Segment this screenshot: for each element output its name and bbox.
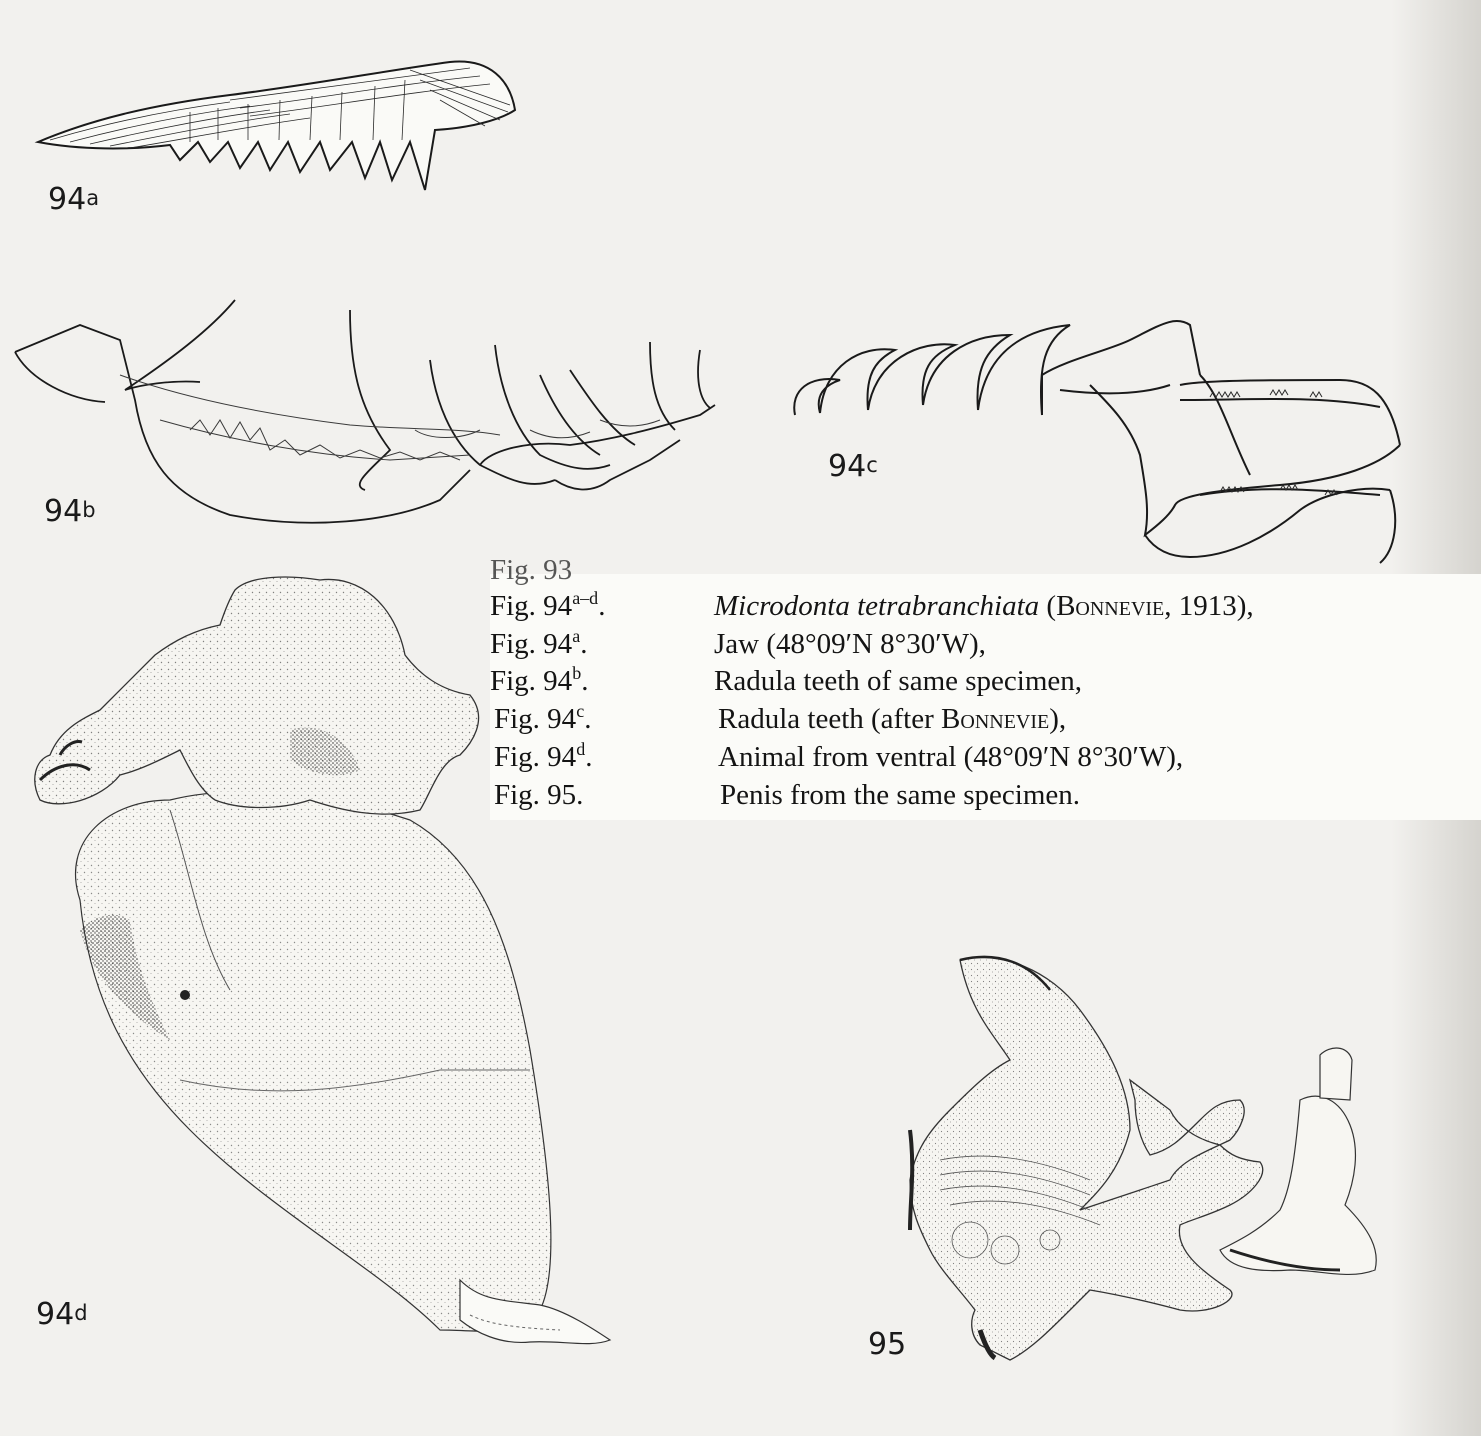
label-94c (828, 449, 878, 484)
radula-bonnevie-drawing (780, 295, 1420, 570)
caption-cutoff-fragment: Fig. 93 (490, 554, 573, 586)
label-94d-letter: d (74, 1301, 88, 1325)
jaw-drawing (30, 50, 520, 200)
figure-caption-panel (490, 554, 1481, 820)
figure-94b-radula (10, 290, 730, 540)
caption-fig-ref: Fig. 94$^d$. (494, 739, 593, 773)
caption-description: Radula teeth of same specimen, (714, 665, 1083, 697)
label-95 (868, 1327, 907, 1362)
label-94a-letter: a (86, 186, 100, 210)
caption-description: Radula teeth (after Bonnevie), (718, 703, 1067, 735)
figure-94a-jaw (30, 50, 520, 200)
penis-drawing (880, 950, 1400, 1400)
label-94b-letter: b (82, 498, 96, 522)
caption-fig-ref: Fig. 95. (494, 779, 584, 811)
label-94d-number: 94 (36, 1297, 75, 1332)
caption-description: Animal from ventral (48°09′N 8°30′W), (718, 741, 1184, 773)
caption-species-name: Microdonta tetrabranchiata (Bonnevie, 1913), (714, 590, 1254, 622)
label-94a-number: 94 (48, 182, 87, 217)
caption-fig-ref: Fig. 94$^b$. (490, 663, 589, 697)
caption-description: Jaw (48°09′N 8°30′W), (714, 628, 986, 660)
label-94c-number: 94 (828, 449, 867, 484)
label-94d (36, 1297, 88, 1332)
label-94c-letter: c (866, 453, 878, 477)
caption-description: Penis from the same specimen. (720, 779, 1080, 811)
label-94b (44, 494, 96, 529)
caption-fig-ref: Fig. 94$^c$. (494, 701, 592, 735)
caption-fig-ref: Fig. 94$^{a-d}$. (490, 588, 606, 622)
label-94a (48, 182, 100, 217)
figure-95-penis (880, 950, 1400, 1400)
figure-94c-radula-bonnevie (780, 295, 1420, 570)
caption-fig-ref: Fig. 94$^a$. (490, 626, 588, 660)
label-95-number: 95 (868, 1327, 907, 1362)
label-94b-number: 94 (44, 494, 83, 529)
radula-drawing (10, 290, 730, 540)
